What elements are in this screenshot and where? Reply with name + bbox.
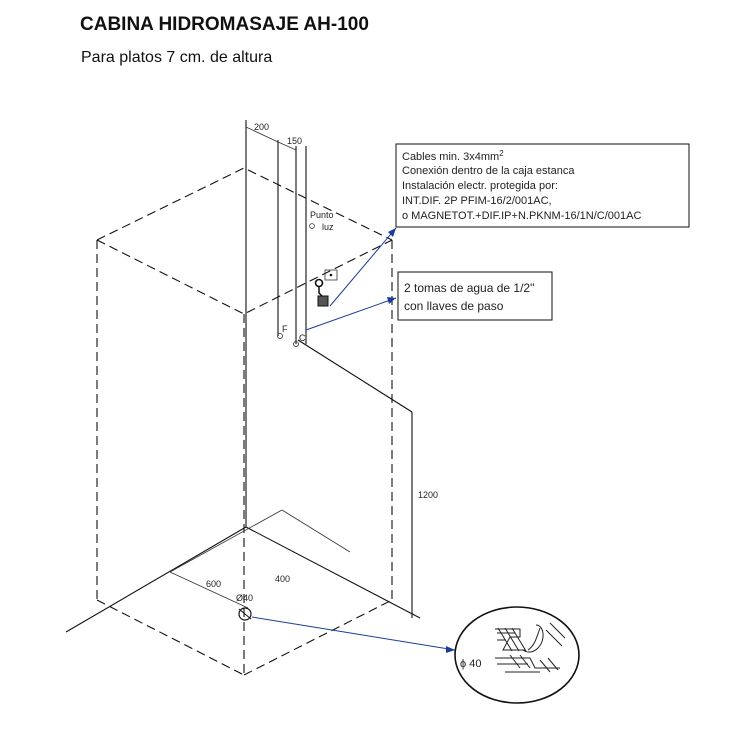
drain-leader-arrow <box>446 646 455 653</box>
water-valve-icon <box>316 280 329 307</box>
detail-label: ϕ 40 <box>460 658 482 670</box>
cabin-bottom-right-edge <box>244 600 392 675</box>
electrical-note-line1-sup: 2 <box>499 149 504 158</box>
electrical-leader <box>330 228 396 306</box>
luz-label: luz <box>322 222 334 232</box>
drawing-title: CABINA HIDROMASAJE AH-100 <box>80 14 369 35</box>
punto-label: Punto <box>310 210 334 220</box>
dim-200: 200 <box>254 122 270 132</box>
dim-1200: 1200 <box>418 490 439 500</box>
plate-footprint <box>170 510 350 608</box>
height-reference-line <box>298 340 412 412</box>
junction-box-dot <box>330 274 333 277</box>
electrical-note-line5: o MAGNETOT.+DIF.IP+N.PKNM-16/1N/C/001AC <box>402 210 642 222</box>
dim-600: 600 <box>206 579 222 589</box>
detail-ellipse <box>455 607 579 703</box>
dim-400: 400 <box>275 574 291 584</box>
electrical-note-line4: INT.DIF. 2P PFIM-16/2/001AC, <box>402 195 552 207</box>
water-note-line1: 2 tomas de agua de 1/2" <box>404 281 535 295</box>
water-note-line2: con llaves de paso <box>404 299 504 313</box>
point-c-label: C <box>299 333 306 343</box>
drain-detail-bubble <box>455 607 579 703</box>
floor-right-wall-line <box>246 527 420 618</box>
drain-leader <box>252 617 455 650</box>
electrical-note-line2: Conexión dentro de la caja estanca <box>402 165 575 177</box>
electrical-note-line3: Instalación electr. protegida por: <box>402 180 558 192</box>
cabin-top-front-edge <box>97 240 392 314</box>
cabin-bottom-left-edge <box>97 600 244 675</box>
plate-right-edge <box>282 510 350 552</box>
cabin-top-back-edge <box>97 168 392 240</box>
light-point-icon <box>310 224 315 229</box>
dim-150: 150 <box>287 136 303 146</box>
walls <box>66 120 420 632</box>
drawing-subtitle: Para platos 7 cm. de altura <box>81 49 273 66</box>
drain-diameter-label: Ø40 <box>236 593 254 603</box>
electrical-note-line1 <box>402 149 504 163</box>
point-f-label: F <box>282 324 288 334</box>
electrical-note-line1-text: Cables min. 3x4mm <box>402 151 500 163</box>
supply-lines <box>246 127 306 344</box>
plate-back-edge <box>170 510 282 572</box>
